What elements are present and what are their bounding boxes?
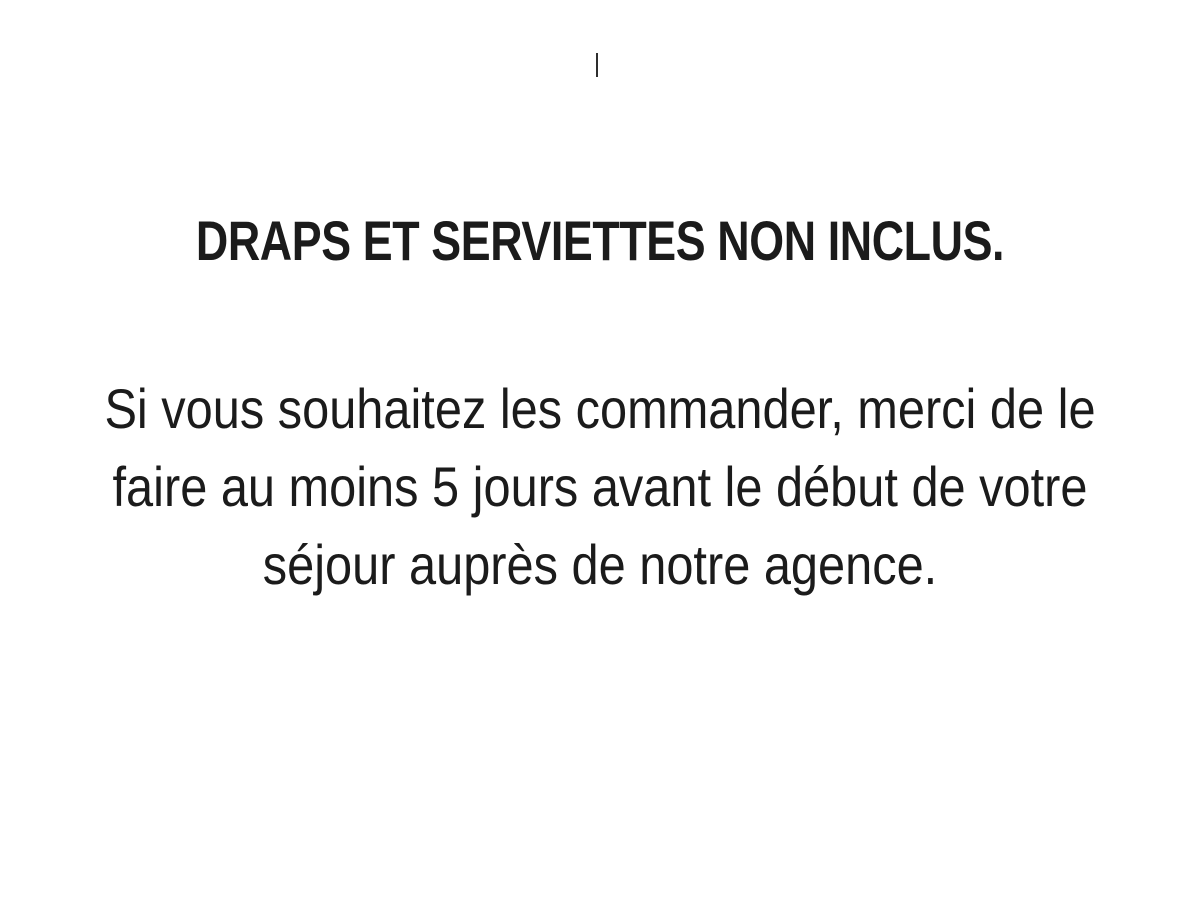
paragraph-line: faire au moins 5 jours avant le début de votre bbox=[112, 455, 1088, 518]
notice-paragraph bbox=[78, 370, 1122, 604]
paragraph-line: séjour auprès de notre agence. bbox=[262, 533, 938, 596]
notice-heading: DRAPS ET SERVIETTES NON INCLUS. bbox=[195, 209, 1005, 272]
paragraph-line: Si vous souhaitez les commander, merci de le bbox=[104, 377, 1096, 440]
text-caret bbox=[596, 53, 598, 77]
